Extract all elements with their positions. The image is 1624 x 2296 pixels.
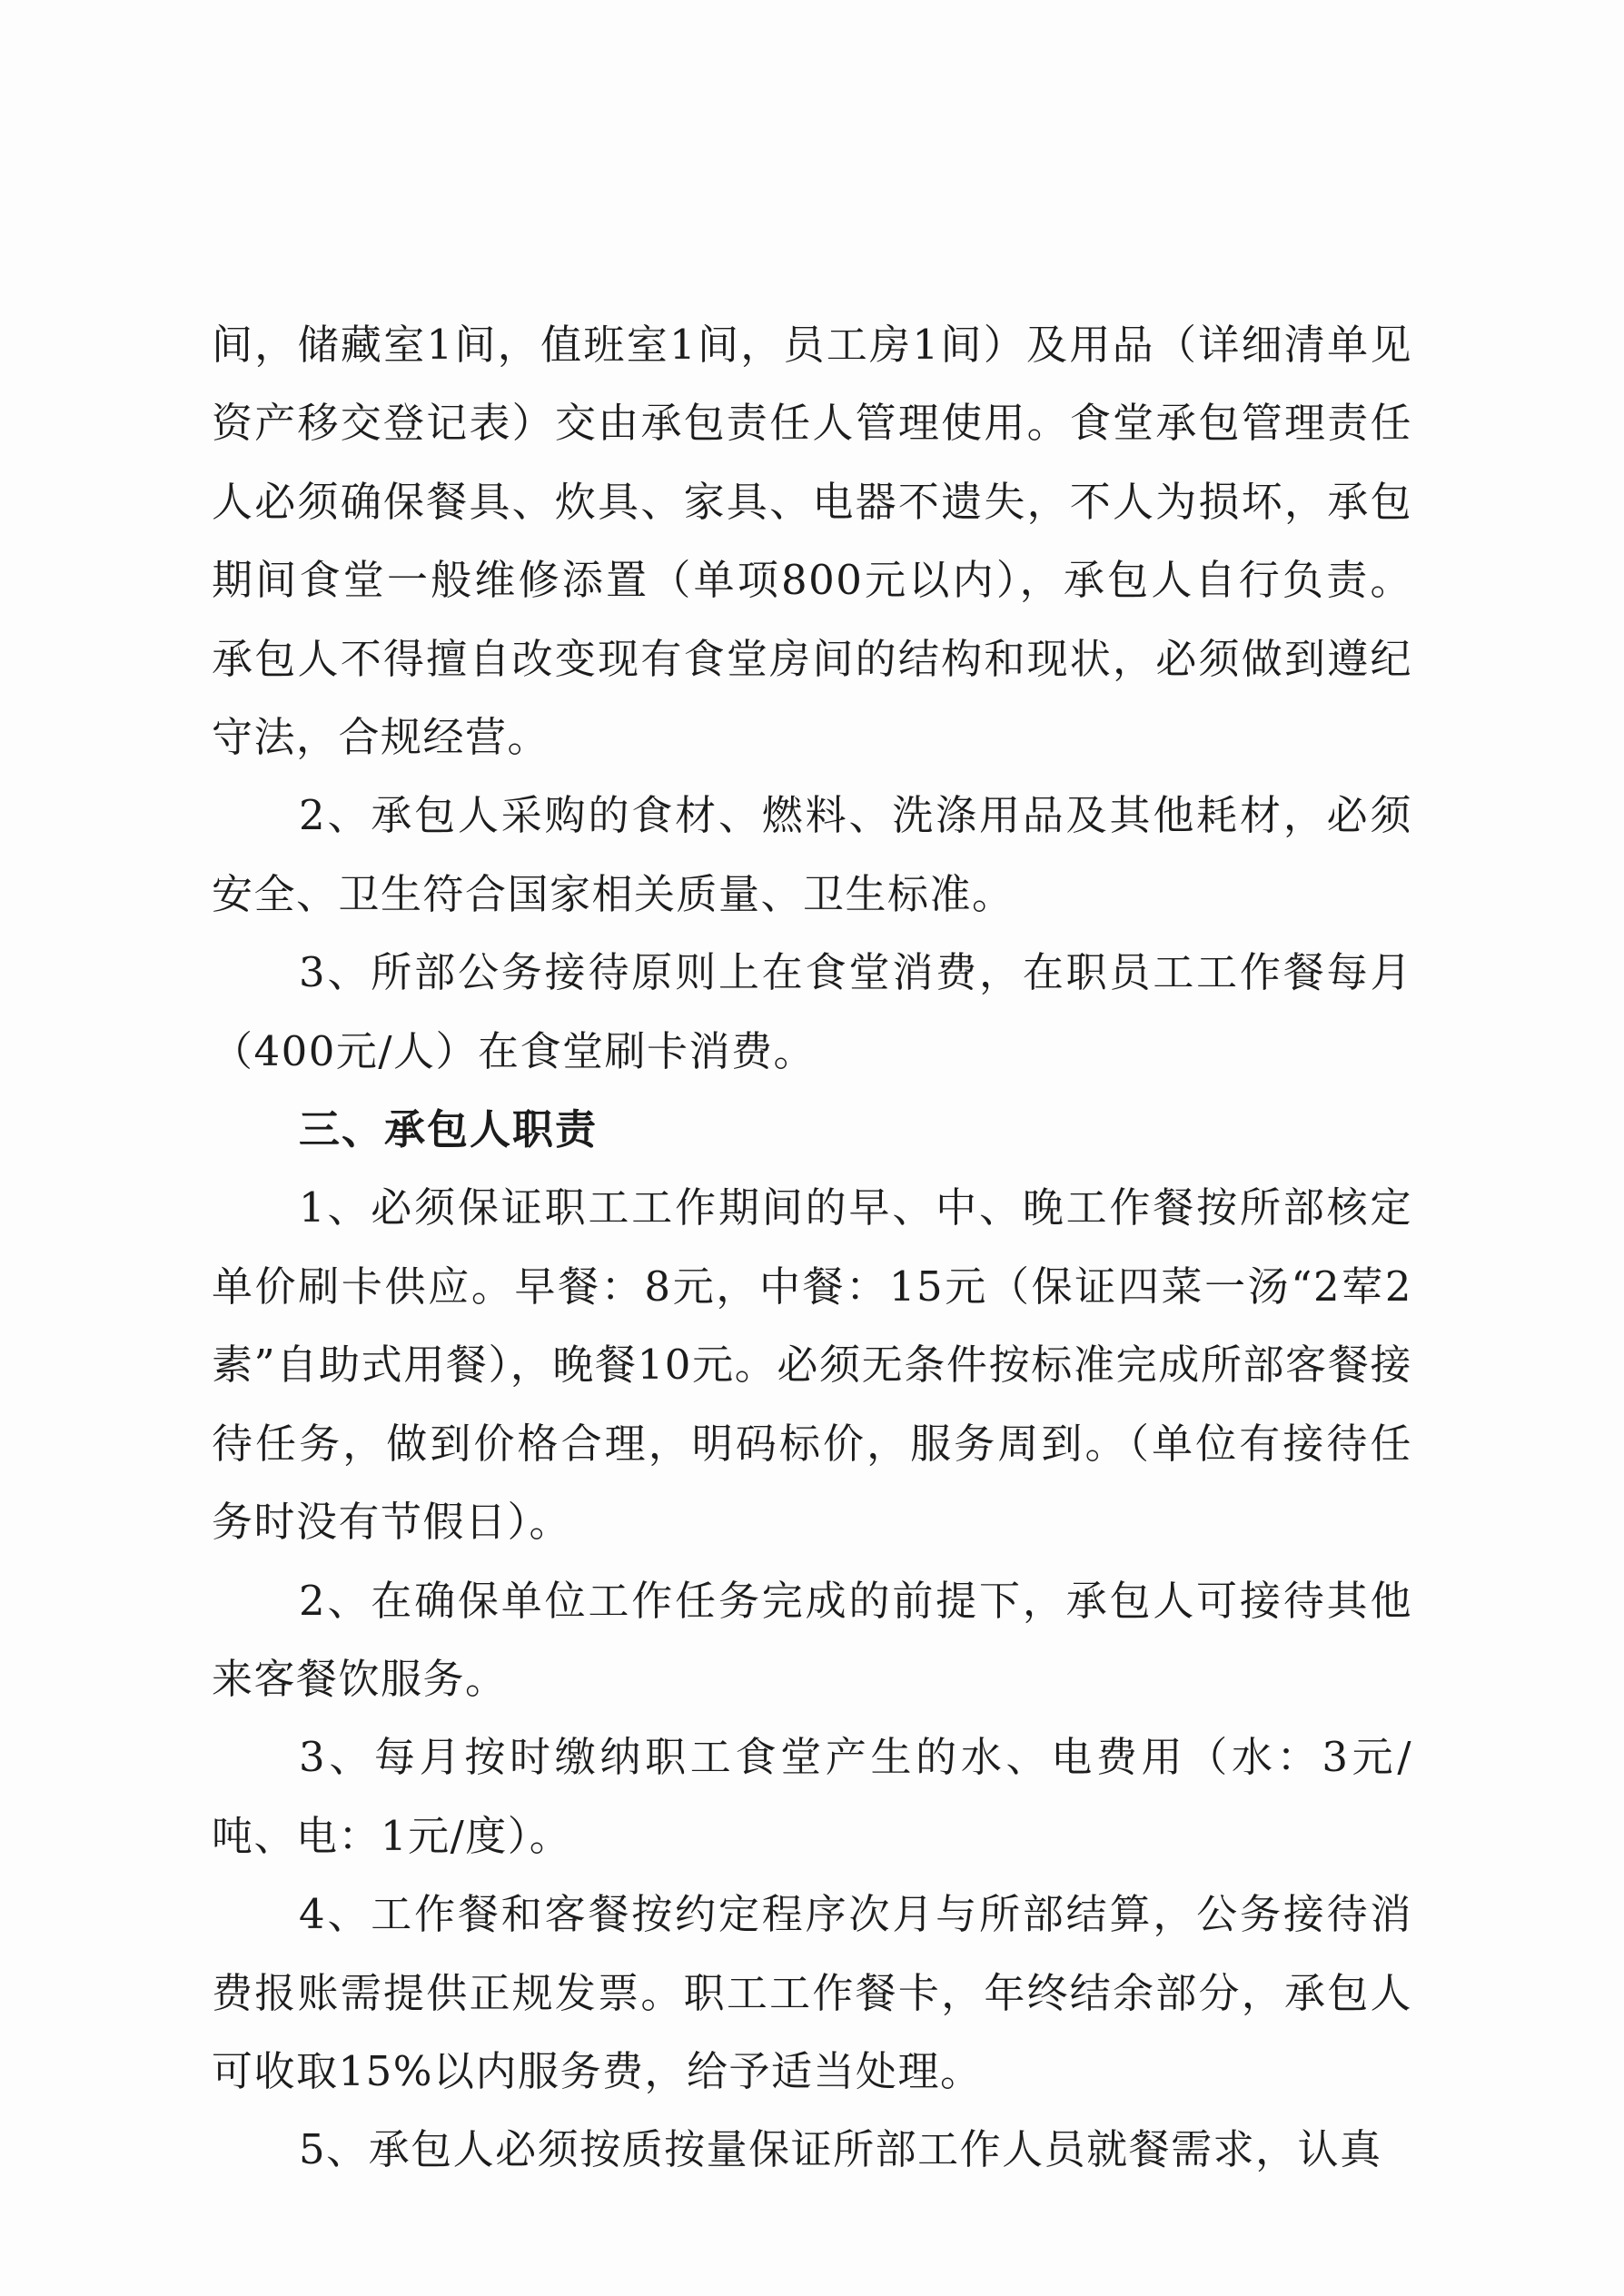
duty-item-4: 4、工作餐和客餐按约定程序次月与所部结算，公务接待消费报账需提供正规发票。职工工作餐卡，年终结余部分，承包人可收取15%以内服务费，给予适当处理。: [212, 1890, 1412, 2095]
paragraph-item-3: 3、所部公务接待原则上在食堂消费，在职员工工作餐每月（400元/人）在食堂刷卡消费。: [212, 948, 1412, 1075]
paragraph-item-2: 2、承包人采购的食材、燃料、洗涤用品及其他耗材，必须安全、卫生符合国家相关质量、卫生标准。: [212, 791, 1412, 918]
duty-item-1: 1、必须保证职工工作期间的早、中、晚工作餐按所部核定单价刷卡供应。早餐：8元，中餐：15元（保证四菜一汤“2荤2素”自助式用餐），晚餐10元。必须无条件按标准完成所部客餐接待任务，做到价格合理，明码标价，服务周到。（单位有接待任务时没有节假日）。: [212, 1183, 1412, 1547]
section-heading: 三、承包人职责: [299, 1105, 599, 1154]
paragraph-continued: 间，储藏室1间，值班室1间，员工房1间）及用品（详细清单见资产移交登记表）交由承包责任人管理使用。食堂承包管理责任人必须确保餐具、炊具、家具、电器不遗失，不人为损坏，承包期间食堂一般维修添置（单项800元以内），承包人自行负责。承包人不得擅自改变现有食堂房间的结构和现状，必须做到遵纪守法，合规经营。: [212, 321, 1412, 762]
duty-item-3: 3、每月按时缴纳职工食堂产生的水、电费用（水：3元/吨、电：1元/度）。: [212, 1733, 1412, 1860]
duty-item-5: 5、承包人必须按质按量保证所部工作人员就餐需求，认真: [299, 2125, 1382, 2174]
document-body: [212, 306, 1412, 2190]
duty-item-2: 2、在确保单位工作任务完成的前提下，承包人可接待其他来客餐饮服务。: [212, 1576, 1412, 1703]
